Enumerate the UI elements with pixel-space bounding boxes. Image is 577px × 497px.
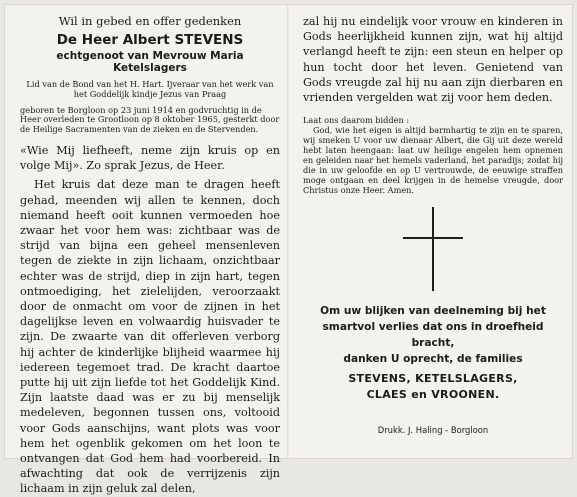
- right-panel: [303, 14, 563, 435]
- thanks-line: Om uw blijken van deelneming bij het: [320, 305, 546, 318]
- families-line: STEVENS, KETELSLAGERS,: [348, 372, 518, 386]
- spouse-line: echtgenoot van Mevrouw Maria Ketelslagers: [56, 50, 244, 74]
- thanks-line: smartvol verlies dat ons in droefheid bracht,: [322, 321, 544, 350]
- eulogy-continuation: zal hij nu eindelijk voor vrouw en kinderen in Gods heerlijkheid kunnen zijn, wat hij altijd verlangd heeft te zijn: een steun en helper op hun tocht door het leven. Genietend van Gods vreugde zal hij nu aan zijn dierbaren en vrienden vergelden wat zij voor hem deden.: [303, 15, 563, 105]
- prayer-intro: Laat ons daarom bidden :: [303, 115, 410, 126]
- prayer-text: God, wie het eigen is altijd barmhartig te zijn en te sparen, wij smeken U voor uw dienaar Albert, die Gij uit deze wereld hebt laten heengaan: laat uw heilige engelen hem opnemen en geleiden naar het hemels vaderland, het paradijs; zodat hij die in uw geloofde en op U vertrouwde, de eeuwige straffen moge ontgaan en deel krijgen in de hemelse vreugde, door Christus onze Heer. Amen.: [303, 125, 563, 196]
- families-line: CLAES en VROONEN.: [366, 388, 500, 402]
- deceased-name: De Heer Albert STEVENS: [56, 32, 244, 48]
- affiliation-text: Lid van de Bond van het H. Hart. Ijveraar van het werk van het Goddelijk kindje Jezus van Praag: [26, 79, 274, 99]
- left-panel: [20, 14, 280, 497]
- cross-vertical-bar: [432, 207, 434, 291]
- thanks-line: danken U oprecht, de families: [343, 353, 523, 366]
- cross-horizontal-bar: [403, 237, 463, 239]
- birth-death-text: geboren te Borgloon op 23 juni 1914 en godvruchtig in de Heer overleden te Grootloon op 8 oktober 1965, gesterkt door de Heilige Sacramenten van de zieken en de Stervenden.: [20, 104, 280, 135]
- thanks-block: [303, 303, 563, 367]
- card-fold: [287, 4, 289, 459]
- intro-text: Wil in gebed en offer gedenken: [58, 14, 242, 28]
- cross-icon: [303, 207, 563, 293]
- families-block: [303, 371, 563, 403]
- printer-credit: Drukk. J. Haling - Borgloon: [377, 425, 489, 436]
- bible-quote: «Wie Mij liefheeft, neme zijn kruis op en volge Mij». Zo sprak Jezus, de Heer.: [20, 143, 280, 173]
- eulogy-text: Het kruis dat deze man te dragen heeft gehad, meenden wij allen te kennen, doch niemand heeft ooit kunnen vermoeden hoe zwaar het voor hem was: zichtbaar was de strijd van bijna een geheel mensenleven tegen de ziekte in zijn lichaam, onzichtbaar echter was de strijd, diep in zijn hart, tegen ontmoediging, het zielelijden, veroorzaakt door de onmacht om voor de zijnen in het dagelijkse leven en volwaardig huisvader te zijn. De zwaarte van dit offerleven verborg hij achter de kinderlijke blijheid waarmee hij iedereen tegemoet trad. De kracht daartoe putte hij uit zijn liefde tot het Goddelijk Kind. Zijn laatste daad was er zu bij menselijk medeleven, begonnen tussen ons, voltooid voor Gods aanschijns, want plots was voor hem het ogenblik gekomen om het loon te ontvangen dat God hem had voorbereid. In afwachting dat ook de verrijzenis zijn lichaam in zijn geluk zal delen,: [20, 178, 280, 496]
